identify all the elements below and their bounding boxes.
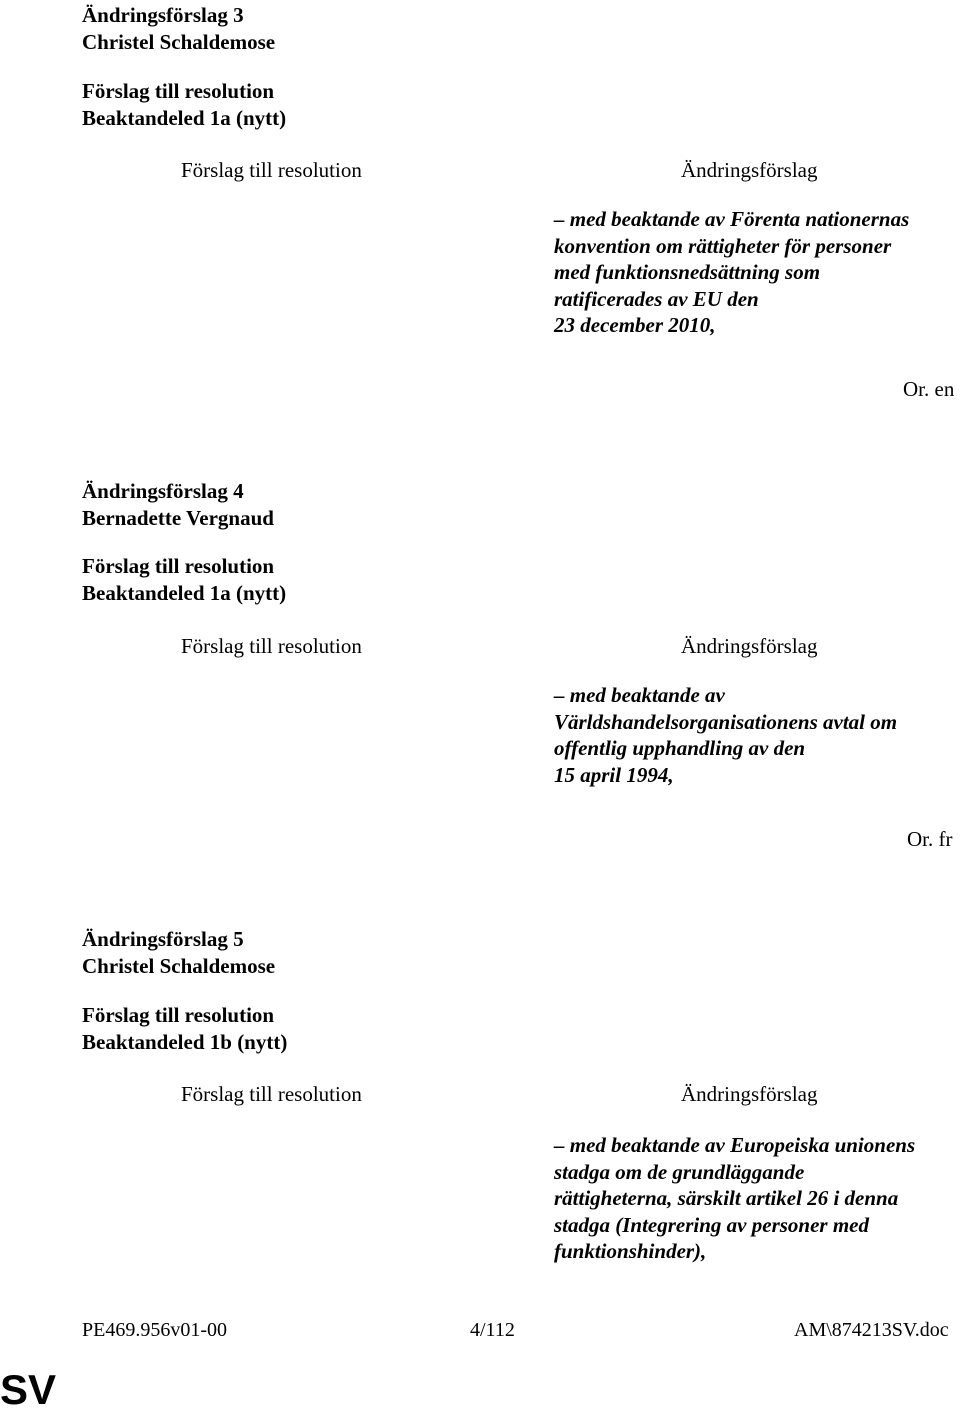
amendment-4-author: Bernadette Vergnaud <box>82 506 274 530</box>
amendment-5-col-left: Förslag till resolution <box>181 1082 362 1106</box>
amendment-text-line: 15 april 1994, <box>554 762 674 787</box>
amendment-4-original-language: Or. fr <box>907 827 953 851</box>
amendment-5-number: Ändringsförslag 5 <box>82 927 244 951</box>
amendment-3-target: Förslag till resolution <box>82 79 275 103</box>
amendment-5-col-right: Ändringsförslag <box>681 1082 818 1106</box>
amendment-4-col-left: Förslag till resolution <box>181 634 362 658</box>
amendment-5-subtarget: Beaktandeled 1b (nytt) <box>82 1030 288 1054</box>
amendment-text-line: – med beaktande av Europeiska unionens <box>554 1133 916 1157</box>
amendment-4-text <box>554 682 897 788</box>
amendment-3-col-right: Ändringsförslag <box>681 158 818 182</box>
amendment-3-col-left: Förslag till resolution <box>181 158 362 182</box>
amendment-3-subtarget: Beaktandeled 1a (nytt) <box>82 106 287 130</box>
amendment-text-line: funktionshinder), <box>554 1239 707 1264</box>
amendment-text-line: stadga om de grundläggande <box>554 1159 805 1184</box>
amendment-text-line: 23 december 2010, <box>554 313 716 338</box>
amendment-5-author: Christel Schaldemose <box>82 954 276 978</box>
amendment-text-line: – med beaktande av Förenta nationernas <box>554 207 910 231</box>
amendment-text-line: stadga (Integrering av personer med <box>554 1212 869 1237</box>
amendment-4-target: Förslag till resolution <box>82 554 275 578</box>
amendment-4-col-right: Ändringsförslag <box>681 634 818 658</box>
amendment-5-text <box>554 1132 915 1265</box>
amendment-3-author: Christel Schaldemose <box>82 30 276 54</box>
amendment-text-line: – med beaktande av <box>554 683 725 707</box>
amendment-text-line: ratificerades av EU den <box>554 286 759 311</box>
amendment-3-number: Ändringsförslag 3 <box>82 3 244 27</box>
amendment-text-line: rättigheterna, särskilt artikel 26 i denna <box>554 1186 899 1211</box>
amendment-5-target: Förslag till resolution <box>82 1003 275 1027</box>
footer-doc-reference: PE469.956v01-00 <box>82 1319 227 1341</box>
amendment-text-line: konvention om rättigheter för personer <box>554 233 892 258</box>
amendment-4-number: Ändringsförslag 4 <box>82 479 244 503</box>
amendment-4-subtarget: Beaktandeled 1a (nytt) <box>82 581 287 605</box>
amendment-text-line: med funktionsnedsättning som <box>554 260 821 285</box>
amendment-3-text <box>554 206 909 339</box>
amendment-text-line: offentlig upphandling av den <box>554 736 806 761</box>
footer-language-code: SV <box>0 1366 57 1413</box>
footer-file-name: AM\874213SV.doc <box>794 1319 949 1341</box>
footer-page-number: 4/112 <box>470 1319 515 1341</box>
amendment-3-original-language: Or. en <box>903 377 955 401</box>
amendment-text-line: Världshandelsorganisationens avtal om <box>554 709 898 734</box>
